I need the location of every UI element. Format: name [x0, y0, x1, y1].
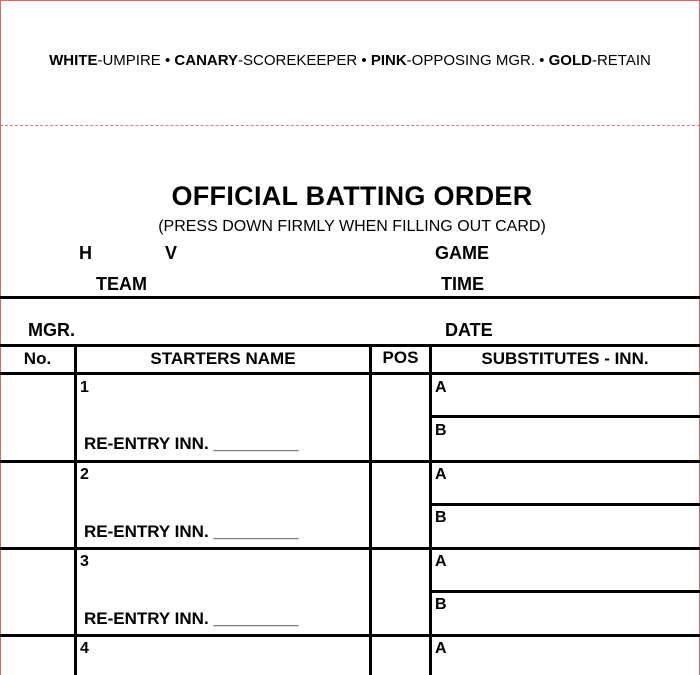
form-title: OFFICIAL BATTING ORDER [171, 181, 533, 211]
copy-pink: PINK-OPPOSING MGR. [370, 52, 536, 69]
page-edge-left [0, 0, 1, 675]
batter-number: 4 [80, 640, 89, 657]
manager-label: MGR. [28, 320, 75, 340]
page-edge-top [0, 0, 700, 1]
row-divider [0, 460, 700, 463]
visitor-label: V [165, 243, 178, 263]
form-subtitle: (PRESS DOWN FIRMLY WHEN FILLING OUT CARD) [158, 218, 546, 235]
rule-header-bottom [0, 372, 700, 375]
copy-gold: GOLD-RETAIN [548, 52, 651, 69]
home-label: H [79, 243, 92, 263]
copy-canary: CANARY-SCOREKEEPER [174, 52, 358, 69]
row-divider [0, 547, 700, 550]
header-number: No. [23, 349, 52, 368]
sub-slot-b: B [435, 596, 447, 613]
sub-slot-b: B [435, 509, 447, 526]
col-line-position [429, 346, 432, 675]
team-label: TEAM [96, 274, 147, 294]
perforation-line [0, 125, 700, 126]
rule-table-top [0, 344, 700, 347]
batter-number: 3 [80, 553, 89, 570]
reentry-field[interactable]: RE-ENTRY INN. _________ [84, 434, 299, 453]
sub-slot-a: A [435, 553, 447, 570]
col-line-number [74, 346, 77, 675]
date-label: DATE [445, 320, 493, 340]
col-line-starters [369, 346, 372, 675]
header-position: POS [382, 348, 419, 367]
reentry-field[interactable]: RE-ENTRY INN. _________ [84, 609, 299, 628]
batter-number: 1 [80, 379, 89, 396]
sub-divider [431, 590, 700, 593]
sub-divider [431, 503, 700, 506]
sub-slot-a: A [435, 379, 447, 396]
rule-team [0, 296, 700, 299]
reentry-field[interactable]: RE-ENTRY INN. _________ [84, 522, 299, 541]
row-divider [0, 634, 700, 637]
copy-white: WHITE-UMPIRE [49, 52, 161, 69]
header-substitutes: SUBSTITUTES - INN. [481, 349, 649, 368]
game-label: GAME [435, 243, 489, 263]
sub-slot-a: A [435, 466, 447, 483]
sub-slot-b: B [435, 422, 447, 439]
header-starters: STARTERS NAME [150, 349, 296, 368]
batter-number: 2 [80, 466, 89, 483]
time-label: TIME [441, 274, 484, 294]
sub-slot-a: A [435, 640, 447, 657]
copy-distribution-line: WHITE-UMPIRE • CANARY-SCOREKEEPER • PINK-OPPOSING MGR. • GOLD-RETAIN [49, 52, 651, 69]
sub-divider [431, 415, 700, 418]
